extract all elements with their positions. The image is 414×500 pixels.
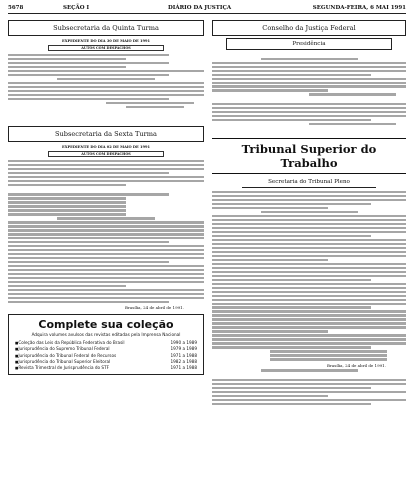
- section-title-quinta-turma: Subsecretaria da Quinta Turma: [8, 20, 204, 36]
- left-column: [8, 18, 204, 375]
- ad-item: ■ Jurisprudência do Tribunal Federal de Recursos 1971 a 1988: [15, 353, 197, 359]
- expedient-line: EXPEDIENTE DO DIA 30 DE MAIO DE 1991: [61, 39, 151, 43]
- signature-line: Brasília, 24 de abril de 1991.: [125, 305, 184, 311]
- presidencia-label: Presidência: [226, 38, 392, 50]
- expedient-badge: AUTOS COM DESPACHOS: [48, 45, 164, 51]
- signature-line-right: Brasília, 24 de abril de 1991.: [327, 362, 386, 368]
- ad-subtitle: Adquira volumes avulsos das revistas editadas pela Imprensa Nacional: [31, 332, 181, 338]
- section-title-conselho: Conselho da Justiça Federal: [212, 20, 406, 36]
- secretaria-label: Secretaria do Tribunal Pleno: [242, 177, 376, 188]
- subscription-ad: [8, 314, 204, 375]
- right-column: [212, 18, 406, 407]
- expedient-line-2: EXPEDIENTE DO DIA 02 DE MAIO DE 1991: [61, 144, 151, 149]
- ad-item: ■ Jurisprudência do Supremo Tribunal Federal 1979 a 1989: [15, 346, 197, 352]
- ad-item: ■ Revista Trimestral de Jurisprudência do STF 1971 a 1988: [15, 365, 197, 371]
- journal-name: DIÁRIO DA JUSTIÇA: [168, 5, 232, 11]
- page-number: 5678: [8, 5, 24, 11]
- expedient-badge-2: AUTOS COM DESPACHOS: [48, 151, 164, 157]
- issue-date: SEGUNDA-FEIRA, 6 MAI 1991: [312, 5, 406, 11]
- section-label: SEÇÃO I: [63, 5, 90, 11]
- section-title-sexta-turma: Subsecretaria da Sexta Turma: [8, 126, 204, 142]
- ad-title: Complete sua coleção: [38, 318, 174, 332]
- ad-item: ■ Jurisprudência do Tribunal Superior Eleitoral 1982 a 1988: [15, 359, 197, 365]
- tribunal-title: Tribunal Superior do Trabalho: [212, 138, 406, 174]
- ad-item: ■ Coleção das Leis da República Federativa do Brasil 1990 a 1989: [15, 340, 197, 346]
- page-header: [8, 4, 406, 14]
